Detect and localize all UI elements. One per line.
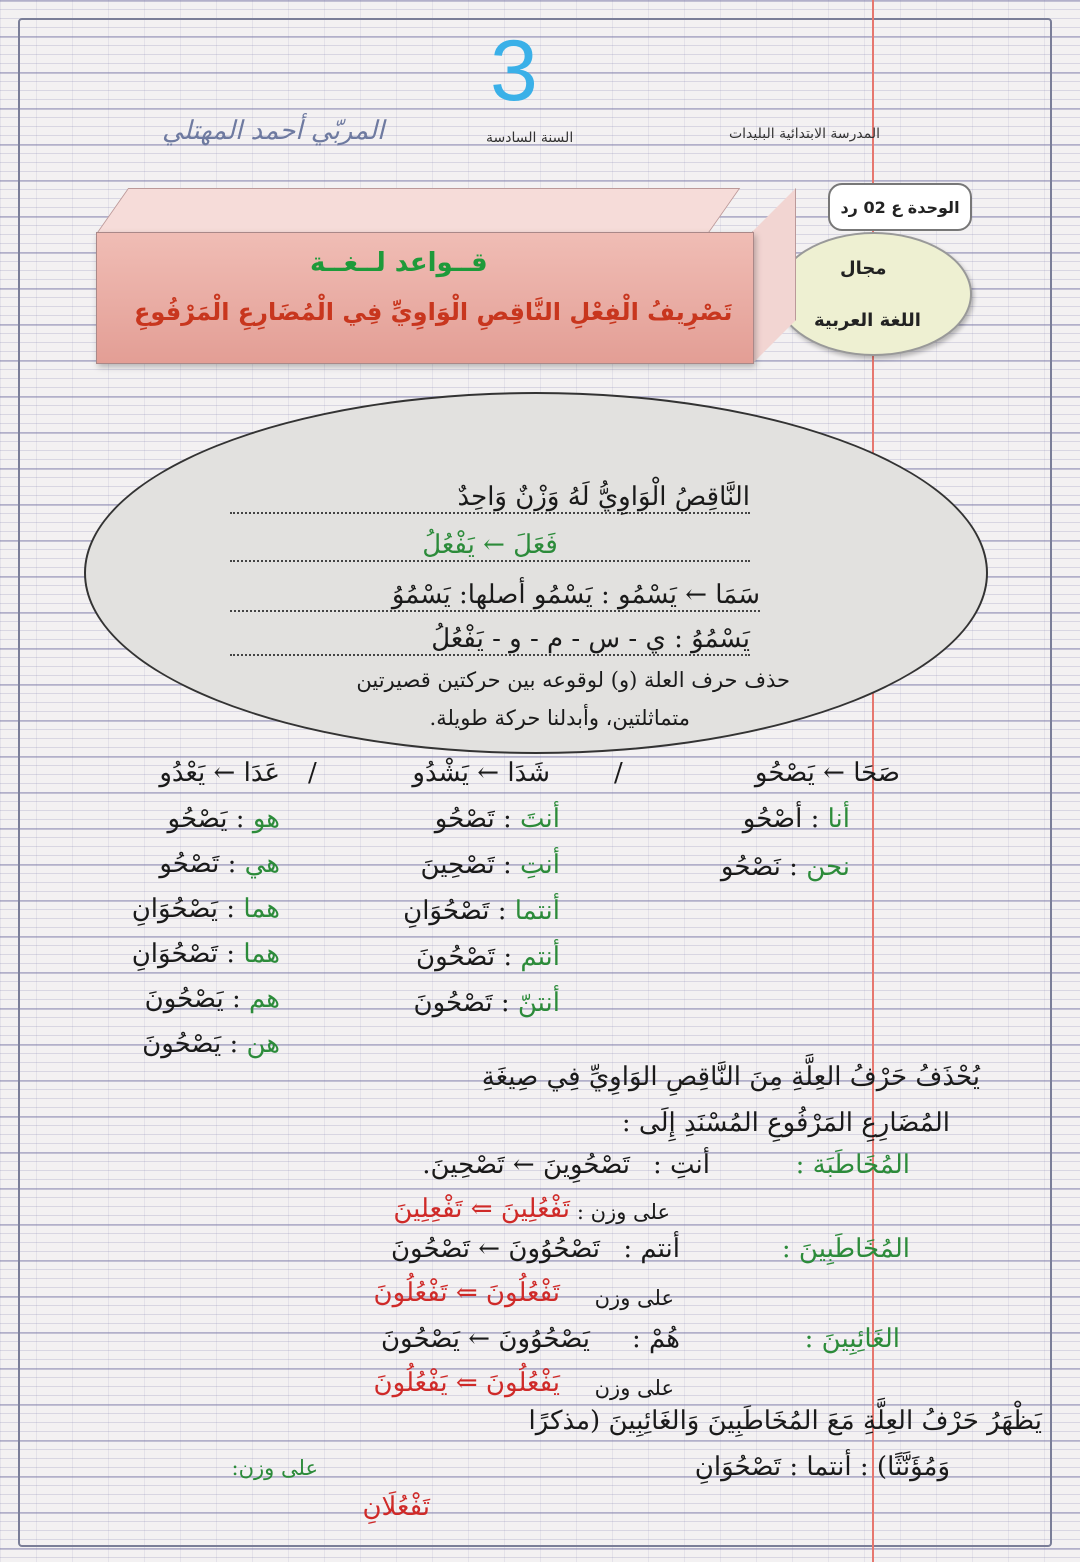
domain-label: مجال — [840, 258, 887, 279]
case-2-weight: تَفْعُلُونَ ⇐ تَفْعُلُونَ — [373, 1278, 560, 1308]
conj-row: هي : تَصْحُو — [159, 849, 280, 879]
conj-row: أنتِ : تَصْحِينَ — [420, 850, 560, 880]
rule2-line-2: المُضَارِعِ المَرْفُوعِ المُسْنَدِ إِلَى : — [621, 1108, 950, 1138]
case-3-label: الغَائِبِينَ : — [804, 1324, 900, 1354]
lesson-subject: قــواعد لــغــة — [310, 248, 488, 278]
conj-row: أنتنّ : تَصْحُونَ — [413, 988, 560, 1018]
rule-line-2: فَعَلَ ← يَفْعُلُ — [230, 530, 750, 562]
pronoun: نحن — [806, 852, 850, 882]
pronoun: أنتنّ — [517, 988, 560, 1018]
pronoun: هي — [244, 849, 280, 879]
case-3-weight-label: على وزن — [594, 1376, 674, 1400]
case-3-weight: يَفْعُلُونَ ⇐ يَفْعُلُونَ — [373, 1368, 560, 1398]
conj-row: أنتَ : تَصْحُو — [434, 804, 560, 834]
pronoun: هن — [246, 1029, 280, 1059]
pronoun: أنتِ — [520, 850, 560, 880]
conj-row: أنتما : تَصْحُوَانِ — [403, 896, 560, 926]
verb-form: تَصْحِينَ — [420, 850, 495, 880]
conj-row: نحن : نَصْحُو — [720, 852, 850, 882]
verb-sep-2: / — [308, 758, 317, 788]
verb-form: يَصْحُونَ — [142, 1029, 222, 1059]
verb-form: يَصْحُو — [167, 804, 228, 834]
teacher-name: المربّي أحمد المهتلي — [162, 116, 385, 146]
verb-form: تَصْحُو — [159, 849, 220, 879]
verb-form: تَصْحُو — [434, 804, 495, 834]
pronoun: أنتم — [520, 942, 560, 972]
case-1-label: المُخَاطَبَة : — [795, 1150, 910, 1180]
verb-form: تَصْحُونَ — [416, 942, 496, 972]
pronoun: هما — [243, 894, 280, 924]
conj-row: هم : يَصْحُونَ — [144, 984, 280, 1014]
lesson-title: تَصْرِيفُ الْفِعْلِ النَّاقِصِ الْوَاوِيِّ فِي الْمُضَارِعِ الْمَرْفُوعِ — [134, 298, 733, 326]
page-number: 3 — [490, 23, 538, 119]
unit-box: الوحدة ع 02 رد — [828, 183, 972, 231]
domain-oval — [776, 232, 972, 356]
rule-line-6: متماثلتين، وأبدلنا حركة طويلة. — [429, 706, 690, 730]
verb-sep-1: / — [614, 758, 623, 788]
pronoun: هو — [252, 804, 280, 834]
case-1-weight: تَفْعُلِينَ ⇐ تَفْعِلِينَ — [393, 1194, 570, 1224]
rule-line-3: سَمَا ← يَسْمُو : يَسْمُو أصلها: يَسْمُوُ — [230, 580, 760, 612]
verb-form: تَصْحُوَانِ — [403, 896, 490, 926]
conj-row: هما : تَصْحُوَانِ — [131, 939, 280, 969]
rule3-weight-label: على وزن: — [231, 1456, 318, 1480]
grade-label: السنة السادسة — [486, 130, 574, 146]
case-3-pronoun: هُمْ : — [631, 1324, 680, 1354]
verb-form: أصْحُو — [742, 804, 803, 834]
case-1-weight-label: على وزن : — [576, 1200, 670, 1224]
rule3-line-2: وَمُؤَنَّثًا) : أنتما : تَصْحُوَانِ — [694, 1452, 950, 1482]
domain-value: اللغة العربية — [814, 310, 921, 331]
school-name: المدرسة الابتدائية البليدات — [728, 126, 880, 142]
conj-col-right — [630, 804, 850, 900]
rule-line-5: حذف حرف العلة (و) لوقوعه بين حركتين قصيرتين — [356, 668, 790, 692]
conj-row: هو : يَصْحُو — [167, 804, 280, 834]
case-2-label: المُخَاطَبِينَ : — [781, 1234, 910, 1264]
verb-1: صَحَا ← يَصْحُو — [754, 758, 900, 788]
case-2-pronoun: أنتم : — [623, 1234, 680, 1264]
pronoun: هم — [248, 984, 280, 1014]
conj-row: هما : يَصْحُوَانِ — [131, 894, 280, 924]
verb-form: تَصْحُونَ — [413, 988, 493, 1018]
conj-col-middle — [340, 804, 560, 1034]
case-3-form: يَصْحُوُونَ ← يَصْحُونَ — [380, 1324, 590, 1354]
verb-2: شَدَا ← يَشْدُو — [412, 758, 550, 788]
lesson-box-top — [96, 188, 740, 234]
verb-3: عَدَا ← يَعْدُو — [159, 758, 280, 788]
case-2-form: تَصْحُوُونَ ← تَصْحُونَ — [390, 1234, 600, 1264]
case-1-form: تَصْحُوِينَ ← تَصْحِينَ. — [422, 1150, 630, 1180]
pronoun: أنتما — [514, 896, 560, 926]
rule3-line-1: يَظْهَرُ حَرْفُ العِلَّةِ مَعَ المُخَاطَبِينَ وَالغَائِبِينَ (مذكرًا — [528, 1406, 1042, 1436]
conj-row: هن : يَصْحُونَ — [142, 1029, 280, 1059]
rule-line-1: النَّاقِصُ الْوَاوِيُّ لَهُ وَزْنٌ وَاحِدٌ — [230, 482, 750, 514]
rule-line-4: يَسْمُوُ : ي - س - م - و - يَفْعُلُ — [230, 624, 750, 656]
verb-form: نَصْحُو — [720, 852, 781, 882]
verb-form: يَصْحُونَ — [144, 984, 224, 1014]
conj-col-left — [60, 804, 280, 1074]
pronoun: هما — [243, 939, 280, 969]
case-2-weight-label: على وزن — [594, 1286, 674, 1310]
rule3-weight: تَفْعُلَانِ — [362, 1492, 430, 1522]
case-1-pronoun: أنتِ : — [652, 1150, 710, 1180]
conj-row: أنا : أصْحُو — [742, 804, 850, 834]
conj-row: أنتم : تَصْحُونَ — [416, 942, 560, 972]
pronoun: أنا — [827, 804, 850, 834]
verb-form: تَصْحُوَانِ — [131, 939, 219, 969]
pronoun: أنتَ — [520, 804, 560, 834]
rule2-line-1: يُحْذَفُ حَرْفُ العِلَّةِ مِنَ النَّاقِصِ الوَاوِيِّ فِي صِيغَةِ — [481, 1062, 980, 1092]
verb-form: يَصْحُوَانِ — [131, 894, 219, 924]
rule-ellipse — [84, 392, 988, 754]
